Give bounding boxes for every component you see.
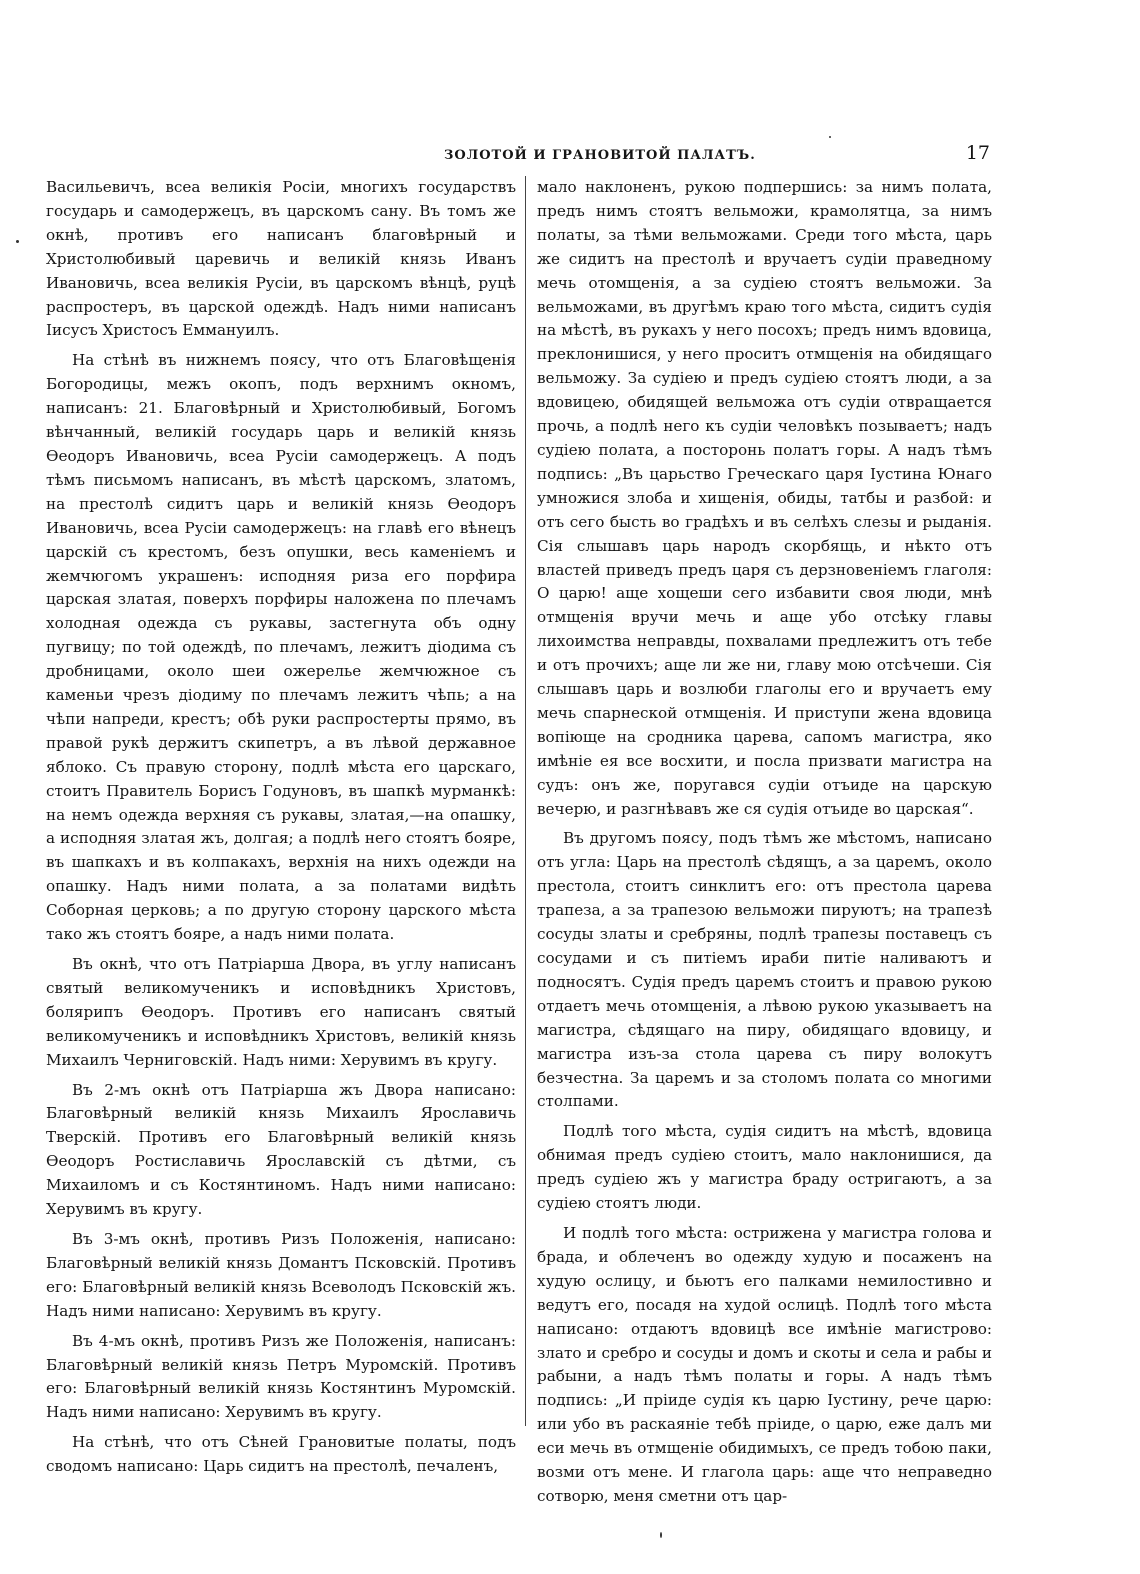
paragraph: Въ 2-мъ окнѣ отъ Патріарша жъ Двора написано: Благовѣрный великій князь Михаилъ Ярославичь Тверскій. Противъ его Благовѣрный великій князь Ѳеодоръ Ростиславичь Ярославскій съ дѣтми, съ Михаиломъ и съ Костянтиномъ. Надъ ними написано: Херувимъ въ кругу.	[46, 1080, 516, 1219]
paragraph: На стѣнѣ въ нижнемъ поясу, что отъ Благовѣщенія Богородицы, межъ окопъ, подъ верхнимъ окномъ, написанъ: 21. Благовѣрный и Христолюбивый, Богомъ вѣнчанный, великій государь царь и великій князь Ѳеодоръ Ивановичь, всеа Русіи самодержецъ. А подъ тѣмъ письмомъ написанъ, въ мѣстѣ царскомъ, златомъ, на престолѣ сидитъ царь и великій князь Ѳеодоръ Ивановичь, всеа Русіи самодержецъ: на главѣ его вѣнецъ царскій съ крестомъ, безъ опушки, весь каменіемъ и жемчюгомъ украшенъ: исподняя риза его порфира царская златая, поверхъ порфиры наложена по плечамъ холодная одежда съ рукавы, застегнута объ одну пугвицу; по той одеждѣ, по плечамъ, лежитъ діодима съ дробницами, около шеи ожерелье жемчюжное съ каменьи чрезъ діодиму по плечамъ лежитъ чѣпь; а на чѣпи напреди, крестъ; обѣ руки распростерты прямо, въ правой рукѣ держитъ скипетръ, а въ лѣвой державное яблоко. Съ правую сторону, подлѣ мѣста его царскаго, стоитъ Правитель Борисъ Годуновъ, въ шапкѣ мурманкѣ: на немъ одежда верхняя съ рукавы, златая,—на опашку, а исподняя златая жъ, долгая; а подлѣ него стоятъ бояре, въ шапкахъ и въ колпакахъ, верхнія на нихъ одежди на опашку. Надъ ними полата, а за полатами видѣть Соборная церковь; а по другую сторону царского мѣста тако жъ стоятъ бояре, а надъ ними полата.	[46, 351, 516, 944]
column-divider	[525, 176, 527, 1426]
page-header	[44, 142, 990, 172]
paragraph: Васильевичъ, всеа великія Росіи, многихъ государствъ государь и самодержецъ, въ царскомъ сану. Въ томъ же окнѣ, противъ его написанъ благовѣрный и Христолюбивый царевичь и великій князь Иванъ Ивановичь, всеа великія Русіи, въ царскомъ вѣнцѣ, руцѣ распростеръ, въ царской одеждѣ. Надъ ними написанъ Іисусъ Христосъ Еммануилъ.	[46, 178, 516, 340]
paragraph: Въ окнѣ, что отъ Патріарша Двора, въ углу написанъ святый великомученикъ и исповѣдникъ Христовъ, болярипъ Ѳеодоръ. Противъ его написанъ святый великомученикъ и исповѣдникъ Христовъ, великій князь Михаилъ Черниговскій. Надъ ними: Херувимъ въ кругу.	[46, 955, 516, 1069]
right-column	[537, 176, 992, 1515]
paragraph: На стѣнѣ, что отъ Сѣней Грановитые полаты, подъ сводомъ написано: Царь сидитъ на престолѣ, печаленъ,	[46, 1433, 516, 1476]
scan-speck	[16, 240, 19, 243]
scan-speck	[829, 136, 831, 138]
paragraph: Въ 3-мъ окнѣ, противъ Ризъ Положенія, написано: Благовѣрный великій князь Домантъ Псковскій. Противъ его: Благовѣрный великій князь Всеволодъ Псковскій жъ. Надъ ними написано: Херувимъ въ кругу.	[46, 1229, 516, 1320]
paragraph: Въ 4-мъ окнѣ, противъ Ризъ же Положенія, написанъ: Благовѣрный великій князь Петръ Муромскій. Противъ его: Благовѣрный великій князь Костянтинъ Муромскій. Надъ ними написано: Херувимъ въ кругу.	[46, 1331, 516, 1422]
paragraph: Подлѣ того мѣста, судія сидитъ на мѣстѣ, вдовица обнимая предъ судіею стоитъ, мало наклонишися, да предъ судіею жъ у магистра браду остригаютъ, а за судіею стоятъ люди.	[537, 1122, 992, 1213]
running-title: ЗОЛОТОЙ И ГРАНОВИТОЙ ПАЛАТЪ.	[444, 148, 756, 163]
scan-speck	[660, 1532, 662, 1538]
left-column	[46, 176, 516, 1485]
paragraph: Въ другомъ поясу, подъ тѣмъ же мѣстомъ, написано отъ угла: Царь на престолѣ сѣдящъ, а за царемъ, около престола, стоитъ синклитъ его: отъ престола царева трапеза, а за трапезою вельможи пируютъ; на трапезѣ сосуды златы и сребряны, подлѣ трапезы поставецъ съ сосудами и съ питіемъ ираби питіе наливаютъ и подносятъ. Судія предъ царемъ стоитъ и правою рукою отдаетъ мечь отомщенія, а лѣвою рукою указываетъ на магистра, сѣдящаго на пиру, обидящаго вдовицу, и магистра изъ-за стола царева съ пиру волокутъ безчестна. За царемъ и за столомъ полата со многими столпами.	[537, 829, 992, 1111]
paragraph: мало наклоненъ, рукою подпершись: за нимъ полата, предъ нимъ стоятъ вельможи, крамолятца, за нимъ полаты, за тѣми вельможами. Среди того мѣста, царь же сидитъ на престолѣ и вручаетъ судіи праведному мечь отомщенія, а за судіею стоятъ вельможи. За вельможами, въ другѣмъ краю того мѣста, сидитъ судія на мѣстѣ, въ рукахъ у него посохъ; предъ нимъ вдовица, преклонишися, у него проситъ отмщенія на обидящаго вельможу. За судіею и предъ судіею стоятъ люди, а за вдовицею, обидящей вельможа отъ судіи отвращается прочь, а подлѣ него къ судіи человѣкъ позываетъ; надъ судіею полата, а посторонь полатъ горы. А надъ тѣмъ подпись: „Въ царьство Греческаго царя Іустина Юнаго умножися злоба и хищенія, обиды, татбы и разбой: и отъ сего бысть во градѣхъ и въ селѣхъ слезы и рыданія. Сія слышавъ царь народъ скорбящь, и нѣкто отъ властей приведъ предъ царя съ дерзновеніемъ глаголя: О царю! аще хощеши сего избавити своя люди, мнѣ отмщенія вручи мечь и аще убо отсѣку главы лихоимства неправды, похвалами предлежитъ отъ тебе и отъ прочихъ; аще ли же ни, главу мою отсѣчеши. Сія слышавъ царь и возлюби глаголы его и вручаетъ ему мечь спарнеской отмщенія. И приступи жена вдовица вопіюще на сродника царева, сапомъ магистра, яко имѣніе ея все восхити, и посла призвати магистра на судъ: онъ же, поругався судіи отъиде на царскую вечерю, и разгнѣвавъ же ся судія отъиде во царская“.	[537, 178, 992, 818]
page-number: 17	[965, 142, 990, 164]
paragraph: И подлѣ того мѣста: острижена у магистра голова и брада, и облеченъ во одежду худую и посаженъ на худую ослицу, и бьютъ его палками немилостивно и ведутъ его, посадя на худой ослицѣ. Подлѣ того мѣста написано: отдаютъ вдовицѣ все имѣніе магистрово: злато и сребро и сосуды и домъ и скоты и села и рабы и рабыни, а надъ тѣмъ полаты и горы. А надъ тѣмъ подпись: „И пріиде судія къ царю Іустину, рече царю: или убо въ раскаяніе тебѣ пріиде, о царю, еже далъ ми еси мечь въ отмщеніе обидимыхъ, се предъ тобою паки, возми отъ мене. И глагола царь: аще что неправедно сотворю, меня сметни отъ цар-	[537, 1223, 992, 1505]
